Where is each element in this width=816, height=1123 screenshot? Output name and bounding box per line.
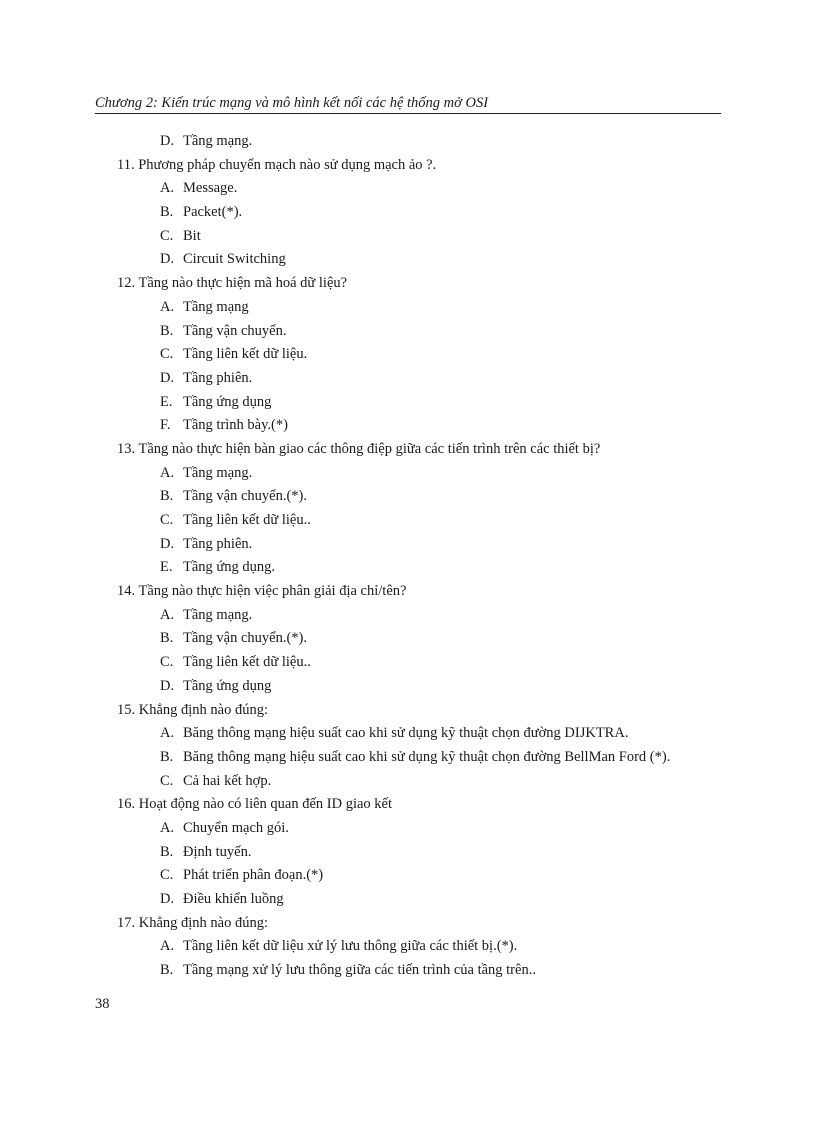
option-text: Tầng phiên. — [183, 369, 253, 386]
answer-option — [0, 248, 816, 272]
option-text: Tầng vận chuyển. — [183, 322, 287, 339]
answer-option — [0, 770, 816, 794]
option-text: Định tuyến. — [183, 843, 252, 860]
question-text: 12. Tầng nào thực hiện mã hoá dữ liệu? — [117, 275, 348, 292]
option-letter: C. — [160, 512, 174, 528]
option-letter: B. — [160, 322, 174, 339]
answer-option — [0, 888, 816, 912]
option-letter: E. — [160, 559, 173, 576]
option-letter: C. — [160, 227, 174, 244]
option-letter: C. — [160, 772, 174, 789]
option-letter: D. — [160, 251, 175, 268]
option-text: Tầng ứng dụng. — [183, 559, 276, 576]
answer-option — [0, 414, 816, 438]
question-text: 13. Tầng nào thực hiện bàn giao các thông điệp giữa các tiến trình trên các thiết bị? — [117, 440, 601, 457]
option-letter: B. — [160, 843, 174, 860]
option-letter: B. — [160, 962, 174, 979]
answer-option — [0, 959, 816, 983]
answer-option — [0, 556, 816, 580]
answer-option — [0, 627, 816, 651]
option-text: Tầng mạng. — [183, 606, 253, 623]
option-text: Tầng liên kết dữ liệu xử lý lưu thông giữa các thiết bị.(*). — [183, 938, 518, 955]
option-text: Message. — [183, 180, 238, 197]
option-text: Tầng ứng dụng — [183, 677, 272, 694]
answer-option — [0, 391, 816, 415]
option-text: Điều khiển luồng — [183, 891, 284, 907]
option-letter: A. — [160, 725, 175, 742]
option-text: Băng thông mạng hiệu suất cao khi sử dụng kỹ thuật chọn đường DIJKTRA. — [183, 725, 629, 742]
option-letter: C. — [160, 867, 174, 884]
option-text: Tầng trình bày.(*) — [183, 417, 288, 434]
answer-option — [0, 367, 816, 391]
answer-option — [0, 462, 816, 486]
option-text: Bit — [183, 227, 201, 244]
option-letter: E. — [160, 393, 173, 410]
option-letter: A. — [160, 606, 175, 623]
question-text: 11. Phương pháp chuyển mạch nào sử dụng mạch ảo ?. — [117, 156, 437, 173]
option-text: Circuit Switching — [183, 251, 286, 268]
answer-option — [0, 651, 816, 675]
option-letter: B. — [160, 488, 174, 505]
option-letter: F. — [160, 417, 171, 434]
option-text: Tầng liên kết dữ liệu.. — [183, 512, 311, 528]
answer-option — [0, 177, 816, 201]
option-letter: A. — [160, 180, 175, 197]
answer-option — [0, 296, 816, 320]
answer-option — [0, 485, 816, 509]
question-text: 17. Khẳng định nào đúng: — [117, 914, 269, 931]
option-text: Cả hai kết hợp. — [183, 772, 272, 789]
answer-option — [0, 201, 816, 225]
answer-option — [0, 604, 816, 628]
answer-option — [0, 841, 816, 865]
option-text: Tầng liên kết dữ liệu. — [183, 346, 308, 363]
option-letter: A. — [160, 938, 175, 955]
option-letter: A. — [160, 819, 175, 836]
option-text: Tầng ứng dụng — [183, 393, 272, 410]
option-letter: A. — [160, 298, 175, 315]
answer-option — [0, 935, 816, 959]
question-list — [0, 130, 816, 983]
option-text: Tầng vận chuyển.(*). — [183, 630, 308, 647]
option-letter: A. — [160, 464, 175, 481]
option-letter: C. — [160, 654, 174, 671]
page-number: 38 — [95, 996, 110, 1012]
answer-option — [0, 533, 816, 557]
answer-option — [0, 675, 816, 699]
option-letter: B. — [160, 204, 174, 221]
answer-option — [0, 343, 816, 367]
answer-option — [0, 320, 816, 344]
option-text: Phát triển phân đoạn.(*) — [183, 867, 324, 884]
option-letter: C. — [160, 346, 174, 363]
option-text: Tầng vận chuyển.(*). — [183, 488, 308, 505]
answer-option — [0, 864, 816, 888]
header-rule — [95, 113, 721, 114]
question-text: 16. Hoạt động nào có liên quan đến ID giao kết — [117, 796, 393, 813]
option-letter: B. — [160, 630, 174, 647]
option-text: Băng thông mạng hiệu suất cao khi sử dụng kỹ thuật chọn đường BellMan Ford (*). — [183, 748, 671, 765]
option-letter: D. — [160, 891, 175, 907]
option-text: Tầng liên kết dữ liệu.. — [183, 654, 311, 671]
answer-option — [0, 817, 816, 841]
running-header: Chương 2: Kiến trúc mạng và mô hình kết nối các hệ thống mở OSI — [95, 95, 489, 111]
option-text: Tầng mạng xử lý lưu thông giữa các tiến trình của tầng trên.. — [183, 962, 536, 979]
answer-option — [0, 130, 816, 154]
question-text: 14. Tầng nào thực hiện việc phân giải địa chỉ/tên? — [117, 583, 407, 600]
option-text: Tầng phiên. — [183, 535, 253, 552]
answer-option — [0, 509, 816, 533]
answer-option — [0, 722, 816, 746]
option-text: Tầng mạng. — [183, 464, 253, 481]
answer-option — [0, 746, 816, 770]
option-text: Packet(*). — [183, 204, 243, 221]
option-letter: D. — [160, 133, 175, 149]
option-letter: B. — [160, 748, 174, 765]
question-text: 15. Khẳng định nào đúng: — [117, 701, 269, 718]
option-letter: D. — [160, 535, 175, 552]
option-text: Chuyển mạch gói. — [183, 819, 289, 836]
answer-option — [0, 225, 816, 249]
option-letter: D. — [160, 369, 175, 386]
option-text: Tầng mạng. — [183, 133, 253, 149]
option-letter: D. — [160, 677, 175, 694]
option-text: Tầng mạng — [183, 298, 249, 315]
